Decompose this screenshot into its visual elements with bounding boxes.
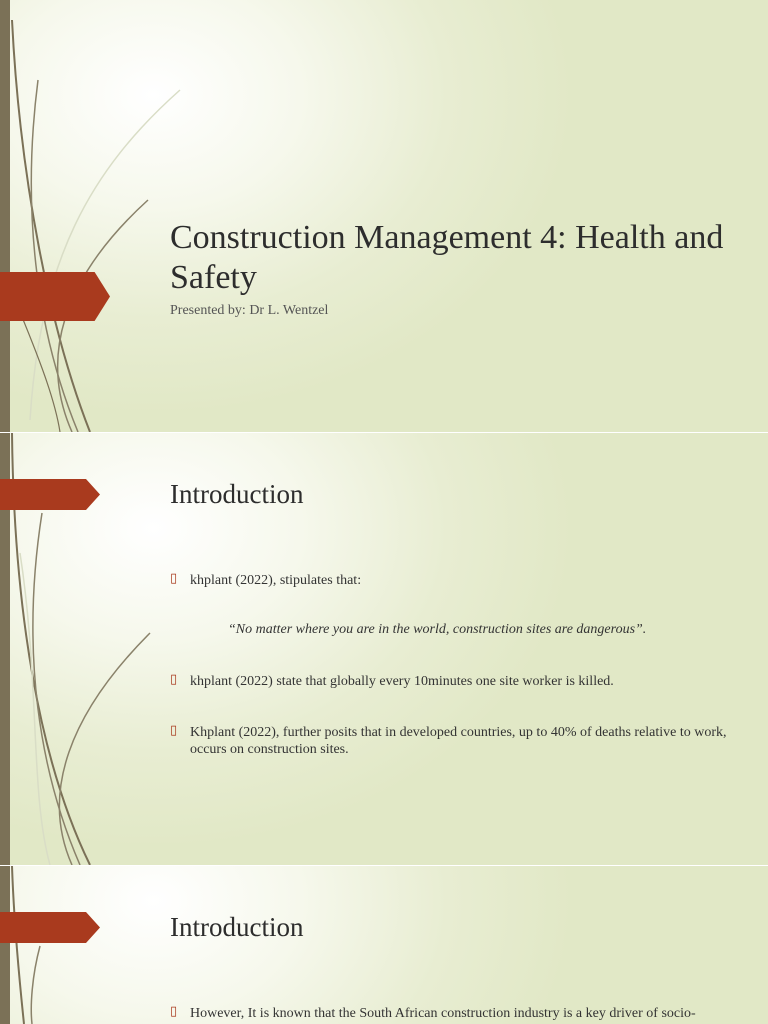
- bullet-item: ▯ However, It is known that the South African construction industry is a key driver of socio-: [170, 1004, 696, 1021]
- square-bullet-icon: ▯: [170, 571, 178, 586]
- bullet-item: ▯ khplant (2022) state that globally every 10minutes one site worker is killed.: [170, 672, 614, 689]
- decorative-swoosh: [0, 866, 200, 1024]
- slide-3: [0, 866, 768, 1024]
- quote-text: “No matter where you are in the world, construction sites are dangerous”.: [228, 622, 647, 637]
- bullet-item: ▯ khplant (2022), stipulates that:: [170, 571, 362, 588]
- title-accent-tag: [0, 479, 100, 510]
- square-bullet-icon: ▯: [170, 1004, 178, 1019]
- square-bullet-icon: ▯: [170, 672, 178, 687]
- square-bullet-icon: ▯: [170, 723, 178, 738]
- title-accent-tag: [0, 912, 100, 943]
- bullet-item: ▯ Khplant (2022), further posits that in developed countries, up to 40% of deaths relative to work, occurs on construction sites.: [170, 723, 727, 757]
- slide-title: Introduction: [170, 912, 304, 942]
- slide-title: Construction Management 4: Health and Safety: [170, 219, 724, 296]
- slide-subtitle: Presented by: Dr L. Wentzel: [170, 303, 329, 318]
- slide-title: Introduction: [170, 479, 304, 509]
- slide-1: [0, 0, 768, 432]
- slide-2: [0, 433, 768, 865]
- title-accent-tag: [0, 272, 110, 321]
- decorative-swoosh: [0, 0, 200, 432]
